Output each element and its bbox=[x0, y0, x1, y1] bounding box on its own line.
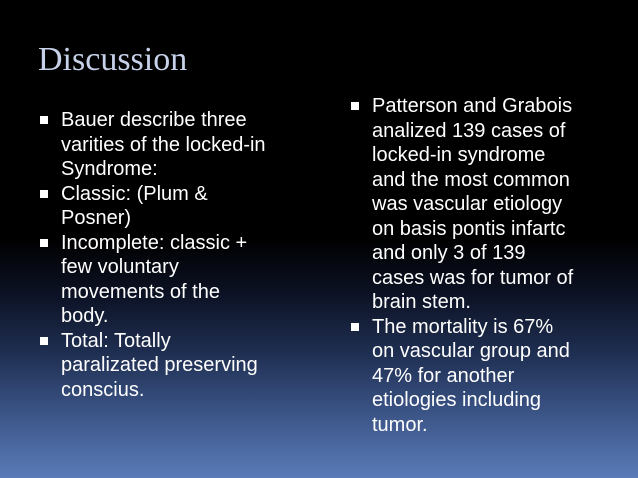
square-bullet-icon bbox=[351, 102, 359, 110]
bullet-line: Total: Totally bbox=[61, 329, 171, 352]
left-bullet-list bbox=[38, 108, 308, 402]
right-bullet-list bbox=[349, 94, 611, 437]
bullet-line: Bauer describe three bbox=[61, 109, 247, 131]
bullet-line: on vascular group and bbox=[372, 340, 570, 362]
square-bullet-icon bbox=[40, 190, 48, 198]
bullet-line: tumor. bbox=[372, 413, 428, 436]
bullet-line: locked-in syndrome bbox=[372, 144, 546, 166]
bullet-line: etiologies including bbox=[372, 389, 542, 411]
bullet-line: Patterson and Grabois bbox=[372, 95, 573, 117]
bullet-line: 47% for another bbox=[372, 364, 515, 387]
bullet-line: paralizated preserving bbox=[61, 354, 258, 376]
bullet-line: Incomplete: classic + bbox=[61, 231, 248, 254]
bullet-line: analized 139 cases of bbox=[372, 119, 566, 142]
bullet-line: conscius. bbox=[61, 378, 145, 401]
bullet-line: movements of the bbox=[61, 280, 220, 303]
bullet-item bbox=[38, 231, 308, 329]
square-bullet-icon bbox=[40, 239, 48, 247]
bullet-item bbox=[38, 329, 308, 403]
bullet-line: few voluntary bbox=[61, 256, 179, 278]
bullet-line: The mortality is 67% bbox=[372, 315, 554, 338]
bullet-line: and only 3 of 139 bbox=[372, 242, 526, 264]
bullet-item bbox=[349, 94, 611, 315]
bullet-line: body. bbox=[61, 305, 109, 327]
slide-title: Discussion bbox=[38, 41, 188, 78]
bullet-line: cases was for tumor of bbox=[372, 266, 574, 289]
bullet-line: was vascular etiology bbox=[372, 193, 563, 215]
bullet-line: Posner) bbox=[61, 207, 132, 229]
bullet-line: on basis pontis infartc bbox=[372, 217, 566, 240]
bullet-item bbox=[38, 182, 308, 231]
bullet-line: varities of the locked-in bbox=[61, 133, 266, 156]
bullet-line: Syndrome: bbox=[61, 158, 158, 180]
square-bullet-icon bbox=[351, 323, 359, 331]
bullet-line: brain stem. bbox=[372, 291, 471, 313]
square-bullet-icon bbox=[40, 116, 48, 124]
bullet-line: Classic: (Plum & bbox=[61, 182, 208, 205]
bullet-item bbox=[38, 108, 308, 182]
bullet-line: and the most common bbox=[372, 168, 570, 191]
bullet-item bbox=[349, 315, 611, 438]
square-bullet-icon bbox=[40, 337, 48, 345]
